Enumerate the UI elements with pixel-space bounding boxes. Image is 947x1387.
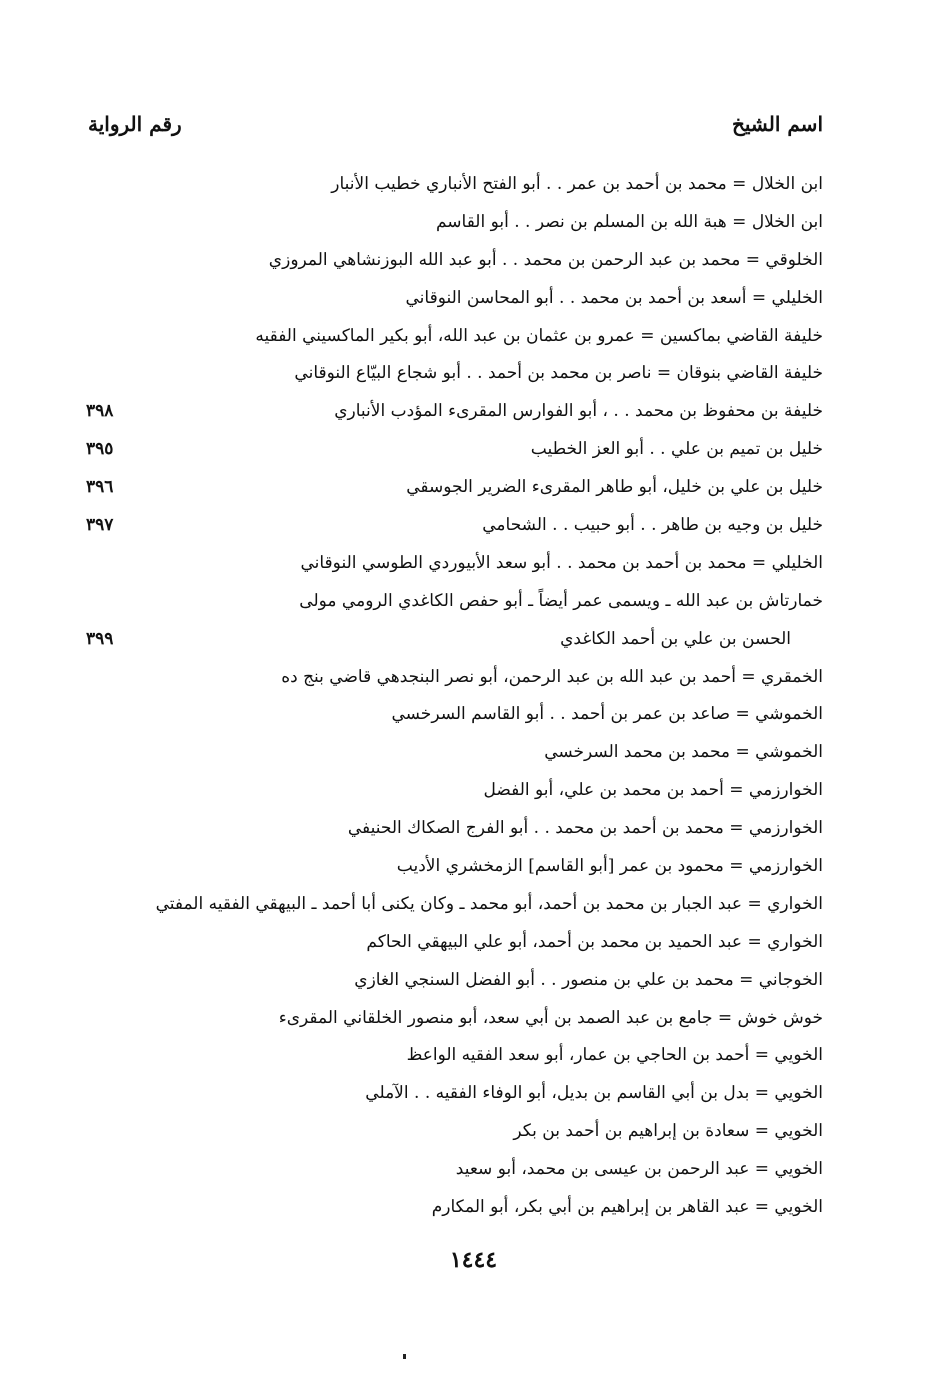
column-header-shaykh-name: اسم الشيخ	[731, 112, 823, 136]
entry-text: خليل بن تميم بن علي . . أبو العز الخطيب	[530, 439, 823, 460]
index-entry	[0, 469, 947, 507]
entry-riwaya-number: ٣٩٥	[86, 439, 114, 460]
entry-text: الخوارزمي = أحمد بن محمد بن علي، أبو الفضل	[483, 780, 823, 801]
entry-text: خليفة بن محفوظ بن محمد . . ، أبو الفوارس المقرىء المؤدب الأنباري	[334, 401, 823, 422]
entry-text: الخوارزمي = محمد بن أحمد بن محمد . . أبو الفرج الصكاك الحنيفي	[347, 818, 823, 839]
page-number: ١٤٤٤	[449, 1247, 498, 1273]
entry-text: الحسن بن علي بن أحمد الكاغدي	[560, 628, 791, 649]
entry-riwaya-number: ٣٩٦	[86, 477, 114, 498]
index-entry	[0, 962, 947, 1000]
index-entry	[0, 696, 947, 734]
entry-text: خليل بن علي بن خليل، أبو طاهر المقرىء الضرير الجوسقي	[406, 477, 823, 498]
index-entry	[0, 431, 947, 469]
entry-text: الخموشي = محمد بن محمد السرخسي	[544, 742, 823, 763]
entry-text: الخمقري = أحمد بن عبد الله بن عبد الرحمن، أبو نصر البنجدهي قاضي بنج ده	[281, 666, 823, 687]
index-entry	[0, 545, 947, 583]
entry-text: الخلوقي = محمد بن عبد الرحمن بن محمد . . أبو عبد الله البوزنشاهي المروزي	[268, 249, 823, 270]
index-entry	[0, 507, 947, 545]
entry-text: الخموشي = صاعد بن عمر بن أحمد . . أبو القاسم السرخسي	[391, 704, 823, 725]
entry-text: الخويي = سعادة بن إبراهيم بن أحمد بن بكر	[513, 1121, 823, 1142]
entry-text: الخواري = عبد الحميد بن محمد بن أحمد، أبو علي البيهقي الحاكم	[366, 931, 823, 952]
entry-text: الخليلي = أسعد بن أحمد بن محمد . . أبو المحاسن النوقاني	[405, 287, 823, 308]
entry-text: الخوارزمي = محمود بن عمر [أبو القاسم] الزمخشري الأديب	[396, 856, 823, 877]
entry-riwaya-number: ٣٩٩	[86, 628, 114, 649]
index-entry	[0, 621, 947, 659]
index-entry	[0, 1075, 947, 1113]
index-entry	[0, 772, 947, 810]
index-entry	[0, 393, 947, 431]
index-entry	[0, 810, 947, 848]
entry-text: خوش خوش = جامع بن عبد الصمد بن أبي سعد، أبو منصور الخلقاني المقرىء	[278, 1007, 823, 1028]
index-entry	[0, 355, 947, 393]
index-entry	[0, 583, 947, 621]
entry-text: خليفة القاضي بماكسين = عمرو بن عثمان بن عبد الله، أبو بكير الماكسيني الفقيه	[255, 325, 823, 346]
index-entry	[0, 1000, 947, 1038]
scan-speck	[403, 1354, 406, 1359]
index-entry	[0, 166, 947, 204]
index-entry	[0, 734, 947, 772]
entry-text: الخويي = بدل بن أبي القاسم بن بديل، أبو الوفاء الفقيه . . الآملي	[365, 1083, 823, 1104]
index-entry	[0, 659, 947, 697]
entry-text: الخواري = عبد الجبار بن محمد بن أحمد، أبو محمد ـ وكان يكنى أبا أحمد ـ البيهقي الفقيه المفتي	[155, 893, 823, 914]
entry-text: ابن الخلال = محمد بن أحمد بن عمر . . أبو الفتح الأنباري خطيب الأنبار	[331, 174, 823, 194]
index-entry	[0, 280, 947, 318]
entry-text: خليفة القاضي بنوقان = ناصر بن محمد بن أحمد . . أبو شجاع البيّاع النوقاني	[294, 363, 823, 384]
entry-text: الخويي = عبد القاهر بن إبراهيم بن أبي بكر، أبو المكارم	[431, 1197, 823, 1218]
entry-text: الخويي = عبد الرحمن بن عيسى بن محمد، أبو سعيد	[455, 1159, 823, 1180]
entry-riwaya-number: ٣٩٧	[86, 515, 114, 536]
entry-text: الخليلي = محمد بن أحمد بن محمد . . أبو سعد الأبيوردي الطوسي النوقاني	[300, 552, 823, 573]
index-entry	[0, 242, 947, 280]
index-entry	[0, 1189, 947, 1227]
index-entry	[0, 204, 947, 242]
index-entry	[0, 1037, 947, 1075]
index-entries-list	[0, 166, 947, 1227]
index-entry	[0, 1151, 947, 1189]
entry-text: خليل بن وجيه بن طاهر . . أبو حبيب . . الشحامي	[482, 515, 823, 536]
entry-riwaya-number: ٣٩٨	[86, 401, 114, 422]
index-entry	[0, 886, 947, 924]
entry-text: الخوجاني = محمد بن علي بن منصور . . أبو الفضل السنجي الغازي	[354, 969, 823, 990]
column-header-riwaya-number: رقم الرواية	[88, 112, 182, 136]
entry-text: خمارتاش بن عبد الله ـ ويسمى عمر أيضاً ـ أبو حفص الكاغدي الرومي مولى	[299, 590, 823, 611]
index-entry	[0, 318, 947, 356]
index-entry	[0, 848, 947, 886]
entry-text: الخويي = أحمد بن الحاجي بن عمار، أبو سعد الفقيه الواعظ	[406, 1045, 823, 1066]
index-entry	[0, 924, 947, 962]
index-entry	[0, 1113, 947, 1151]
entry-text: ابن الخلال = هبة الله بن المسلم بن نصر . . أبو القاسم	[435, 211, 823, 232]
